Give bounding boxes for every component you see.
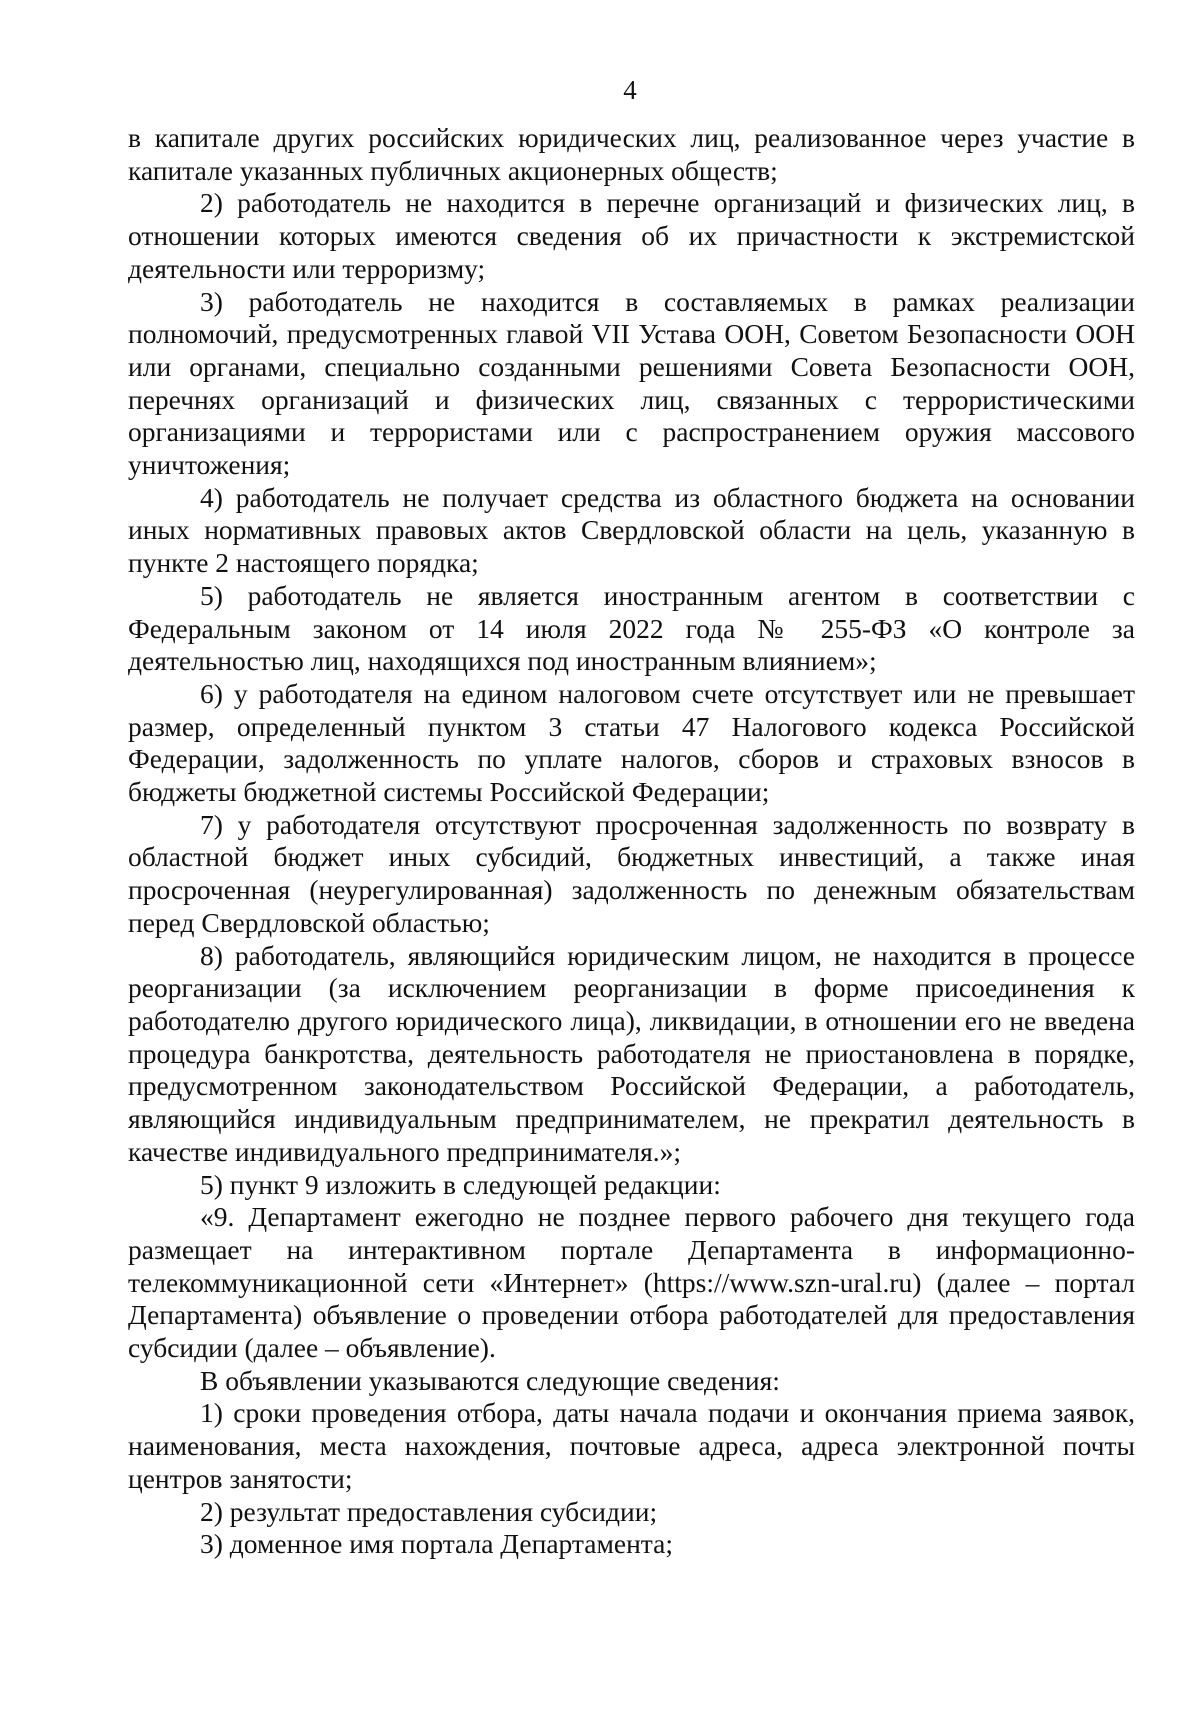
document-body xyxy=(128,122,1135,1561)
page-number: 4 xyxy=(623,75,637,105)
paragraph-item-2: 2) работодатель не находится в перечне организаций и физических лиц, в отношении которых имеются сведения об их причастности к экстремистской деятельности или терроризму; xyxy=(128,187,1135,284)
paragraph-item-3: 3) работодатель не находится в составляемых в рамках реализации полномочий, предусмотренных главой VII Устава ООН, Советом Безопасности ООН или органами, специально созданными решениями Совета Безопасности ООН, перечнях организаций и физических лиц, связанных с террористическими организациями и террористами или с распространением оружия массового уничтожения; xyxy=(128,285,1135,481)
paragraph-item-4: 4) работодатель не получает средства из областного бюджета на основании иных нормативных правовых актов Свердловской области на цель, указанную в пункте 2 настоящего порядка; xyxy=(128,481,1135,579)
paragraph-clause-9: «9. Департамент ежегодно не позднее первого рабочего дня текущего года размещает на интерактивном портале Департамента в информационно-телекоммуникационной сети «Интернет» (https://www.szn-ural.ru) (далее – портал Департамента) объявление о проведении отбора работодателей для предоставления субсидии (далее – объявление). xyxy=(128,1201,1135,1364)
paragraph-announcement-item-3: 3) доменное имя портала Департамента; xyxy=(200,1528,674,1560)
paragraph-amendment-5: 5) пункт 9 изложить в следующей редакции: xyxy=(200,1168,721,1200)
paragraph-item-8: 8) работодатель, являющийся юридическим лицом, не находится в процессе реорганизации (за исключением реорганизации в форме присоединения к работодателю другого юридического лица), ликвидации, в отношении его не введена процедура банкротства, деятельность работодателя не приостановлена в порядке, предусмотренном законодательством Российской Федерации, а работодатель, являющийся индивидуальным предпринимателем, не прекратил деятельность в качестве индивидуального предпринимателя.»; xyxy=(128,939,1135,1167)
paragraph-item-7: 7) у работодателя отсутствуют просроченная задолженность по возврату в областной бюджет иных субсидий, бюджетных инвестиций, а также иная просроченная (неурегулированная) задолженность по денежным обязательствам перед Свердловской областью; xyxy=(128,808,1135,938)
paragraph-item-6: 6) у работодателя на едином налоговом счете отсутствует или не превышает размер, определенный пунктом 3 статьи 47 Налогового кодекса Российской Федерации, задолженность по уплате налогов, сборов и страховых взносов в бюджеты бюджетной системы Российской Федерации; xyxy=(128,677,1135,808)
paragraph-announcement-item-1: 1) сроки проведения отбора, даты начала подачи и окончания приема заявок, наименования, места нахождения, почтовые адреса, адреса электронной почты центров занятости; xyxy=(128,1397,1135,1494)
paragraph-announcement-intro: В объявлении указываются следующие сведения: xyxy=(200,1364,780,1396)
paragraph-announcement-item-2: 2) результат предоставления субсидии; xyxy=(200,1495,658,1527)
paragraph-continuation: в капитале других российских юридических лиц, реализованное через участие в капитале указанных публичных акционерных обществ; xyxy=(128,122,1135,186)
paragraph-item-5: 5) работодатель не является иностранным агентом в соответствии с Федеральным законом от 14 июля 2022 года № 255-ФЗ «О контроле за деятельностью лиц, находящихся под иностранным влиянием»; xyxy=(128,579,1135,677)
